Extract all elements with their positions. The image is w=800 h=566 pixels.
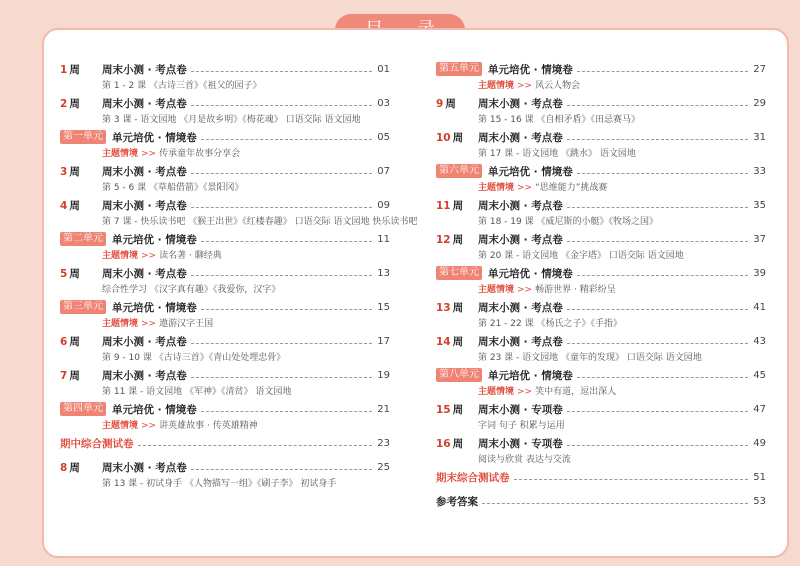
toc-entry[interactable]: [436, 332, 766, 366]
page-number: 49: [753, 437, 766, 449]
week-unit: 周: [452, 437, 464, 450]
week-number: 2: [60, 97, 68, 110]
toc-entry[interactable]: [436, 264, 766, 298]
week-label: [60, 164, 98, 179]
theme-arrow: >>: [517, 285, 533, 295]
entry-subtitle-text: 风云人物会: [535, 81, 581, 91]
entry-subtitle-text: 讲英雄故事 · 传英雄精神: [159, 421, 258, 431]
week-label: [436, 402, 474, 417]
theme-tag: 主题情境: [102, 251, 139, 261]
unit-badge: 第五单元: [436, 62, 482, 76]
entry-subtitle: [436, 78, 766, 94]
toc-entry-row[interactable]: [60, 458, 390, 476]
entry-spacer: [436, 510, 766, 516]
toc-entry-row[interactable]: [60, 230, 390, 248]
week-number: 1: [60, 63, 68, 76]
toc-entry[interactable]: [436, 492, 766, 516]
exam-title: 期中综合测试卷: [60, 437, 134, 450]
entry-title: 单元培优 · 情境卷: [488, 369, 573, 382]
week-unit: 周: [452, 131, 464, 144]
entry-title: 周末小测 · 专项卷: [478, 403, 563, 416]
week-label: [60, 368, 98, 383]
week-number: 8: [60, 461, 68, 474]
week-number: 13: [436, 301, 451, 314]
entry-subtitle: [436, 180, 766, 196]
dot-leader: [191, 105, 372, 106]
page-number: 39: [753, 267, 766, 279]
week-unit: 周: [452, 199, 464, 212]
page-number: 01: [377, 63, 390, 75]
toc-entry-row[interactable]: [436, 434, 766, 452]
toc-entry[interactable]: [436, 366, 766, 400]
toc-entry-row[interactable]: [60, 298, 390, 316]
week-number: 11: [436, 199, 451, 212]
entry-title: 周末小测 · 考点卷: [102, 165, 187, 178]
dot-leader: [201, 139, 372, 140]
entry-subtitle: [436, 248, 766, 264]
dot-leader: [191, 469, 372, 470]
theme-arrow: >>: [141, 149, 157, 159]
entry-subtitle: [60, 112, 390, 128]
entry-subtitle: [60, 418, 390, 434]
dot-leader: [191, 173, 372, 174]
week-label: [436, 232, 474, 247]
entry-subtitle: [60, 384, 390, 400]
entry-title: 周末小测 · 考点卷: [102, 267, 187, 280]
entry-subtitle-text: 第 15 - 16 课 《自相矛盾》《田忌赛马》: [478, 115, 640, 125]
dot-leader: [191, 377, 372, 378]
week-label: [60, 62, 98, 77]
theme-tag: 主题情境: [102, 149, 139, 159]
entry-title: 周末小测 · 考点卷: [478, 97, 563, 110]
toc-entry-row[interactable]: [60, 366, 390, 384]
toc-entry-row[interactable]: [60, 196, 390, 214]
week-label: [436, 436, 474, 451]
entry-subtitle-text: 第 3 课 - 语文园地 《月是故乡明》《梅花魂》 口语交际 语文园地: [102, 115, 361, 125]
dot-leader: [567, 309, 748, 310]
toc-entry-row[interactable]: [60, 94, 390, 112]
entry-subtitle-text: 第 11 课 - 语文园地 《军神》《清贫》 语文园地: [102, 387, 292, 397]
week-number: 10: [436, 131, 451, 144]
dot-leader: [567, 411, 748, 412]
entry-subtitle: [436, 282, 766, 298]
toc-entry-row[interactable]: [60, 332, 390, 350]
week-number: 9: [436, 97, 444, 110]
dot-leader: [201, 309, 372, 310]
toc-entry[interactable]: [60, 298, 390, 332]
week-label: [60, 198, 98, 213]
entry-subtitle-text: 第 21 - 22 课 《杨氏之子》《手指》: [478, 319, 622, 329]
entry-title: 周末小测 · 考点卷: [102, 461, 187, 474]
toc-entry-row[interactable]: [60, 434, 390, 452]
toc-entry-row[interactable]: [436, 298, 766, 316]
entry-title: 周末小测 · 考点卷: [478, 131, 563, 144]
toc-entry[interactable]: [60, 458, 390, 492]
entry-subtitle: [436, 146, 766, 162]
entry-subtitle: [436, 418, 766, 434]
dot-leader: [191, 275, 372, 276]
week-number: 6: [60, 335, 68, 348]
week-unit: 周: [452, 335, 464, 348]
page-number: 29: [753, 97, 766, 109]
toc-entry[interactable]: [60, 434, 390, 458]
entry-subtitle-text: 第 17 课 - 语文园地 《跳水》 语文园地: [478, 149, 636, 159]
theme-tag: 主题情境: [102, 421, 139, 431]
entry-subtitle-text: 第 13 课 - 初试身手 《人物描写一组》《刷子李》 初试身手: [102, 479, 337, 489]
entry-subtitle-text: 阅读与欣赏 表达与交流: [478, 455, 571, 465]
week-unit: 周: [445, 97, 456, 110]
week-unit: 周: [69, 165, 80, 178]
toc-entry[interactable]: [436, 230, 766, 264]
dot-leader: [577, 71, 748, 72]
dot-leader: [577, 275, 748, 276]
toc-entry[interactable]: [60, 60, 390, 94]
toc-entry-row[interactable]: [436, 230, 766, 248]
toc-entry-row[interactable]: [60, 128, 390, 146]
week-unit: 周: [69, 199, 80, 212]
week-label: [60, 334, 98, 349]
entry-title: 周末小测 · 考点卷: [102, 63, 187, 76]
week-number: 7: [60, 369, 68, 382]
toc-entry-row[interactable]: [60, 264, 390, 282]
dot-leader: [577, 173, 748, 174]
week-label: [60, 96, 98, 111]
page-number: 37: [753, 233, 766, 245]
entry-subtitle: [60, 248, 390, 264]
page-number: 45: [753, 369, 766, 381]
week-unit: 周: [452, 233, 464, 246]
toc-entry-row[interactable]: [436, 196, 766, 214]
week-number: 5: [60, 267, 68, 280]
theme-arrow: >>: [517, 81, 533, 91]
page-number: 51: [753, 471, 766, 483]
exam-title: 期末综合测试卷: [436, 471, 510, 484]
week-unit: 周: [452, 403, 464, 416]
dot-leader: [191, 207, 372, 208]
week-number: 3: [60, 165, 68, 178]
toc-entry-row[interactable]: [436, 264, 766, 282]
week-number: 16: [436, 437, 451, 450]
page-number: 31: [753, 131, 766, 143]
entry-subtitle-text: 读名著 · 聊经典: [159, 251, 222, 261]
week-unit: 周: [69, 369, 80, 382]
dot-leader: [567, 343, 748, 344]
entry-subtitle: [436, 112, 766, 128]
page-number: 11: [377, 233, 390, 245]
dot-leader: [191, 343, 372, 344]
entry-subtitle: [60, 476, 390, 492]
theme-tag: 主题情境: [478, 183, 515, 193]
entry-title: 周末小测 · 考点卷: [102, 369, 187, 382]
toc-entry[interactable]: [60, 332, 390, 366]
entry-subtitle: [60, 146, 390, 162]
dot-leader: [567, 241, 748, 242]
toc-entry[interactable]: [436, 468, 766, 492]
toc-entry-row[interactable]: [436, 492, 766, 510]
unit-badge: 第七单元: [436, 266, 482, 280]
page-number: 23: [377, 437, 390, 449]
entry-subtitle: [436, 384, 766, 400]
entry-title: 单元培优 · 情境卷: [112, 233, 197, 246]
entry-title: 周末小测 · 考点卷: [478, 199, 563, 212]
theme-arrow: >>: [141, 421, 157, 431]
entry-title: 周末小测 · 考点卷: [102, 335, 187, 348]
unit-badge: 第一单元: [60, 130, 106, 144]
week-unit: 周: [69, 63, 80, 76]
toc-entry[interactable]: [60, 128, 390, 162]
page-number: 43: [753, 335, 766, 347]
page-number: 47: [753, 403, 766, 415]
toc-entry[interactable]: [60, 196, 418, 230]
page-number: 53: [753, 495, 766, 507]
page-number: 05: [377, 131, 390, 143]
entry-subtitle-text: 第 20 课 - 语文园地 《金字塔》 口语交际 语文园地: [478, 251, 684, 261]
dot-leader: [482, 503, 748, 504]
toc-entry-row[interactable]: [436, 60, 766, 78]
toc-entry[interactable]: [60, 94, 390, 128]
dot-leader: [514, 479, 749, 480]
theme-tag: 主题情境: [478, 387, 515, 397]
answers-title: 参考答案: [436, 495, 478, 508]
week-label: [436, 130, 474, 145]
entry-title: 周末小测 · 考点卷: [102, 199, 187, 212]
entry-subtitle-text: 第 23 课 - 语文园地 《童年的发现》 口语交际 语文园地: [478, 353, 702, 363]
entry-subtitle: [60, 350, 390, 366]
toc-entry[interactable]: [436, 434, 766, 468]
toc-entry-row[interactable]: [436, 366, 766, 384]
entry-subtitle-text: 第 1 - 2 课 《古诗三首》《祖父的园子》: [102, 81, 262, 91]
entry-subtitle: [436, 214, 766, 230]
toc-entry[interactable]: [60, 230, 390, 264]
dot-leader: [201, 411, 372, 412]
week-number: 4: [60, 199, 68, 212]
page-number: 13: [377, 267, 390, 279]
toc-entry-row[interactable]: [436, 332, 766, 350]
entry-subtitle-text: 字词 句子 积累与运用: [478, 421, 565, 431]
unit-badge: 第三单元: [60, 300, 106, 314]
dot-leader: [567, 105, 748, 106]
entry-subtitle: [436, 316, 766, 332]
theme-tag: 主题情境: [478, 285, 515, 295]
entry-title: 周末小测 · 考点卷: [102, 97, 187, 110]
theme-arrow: >>: [517, 183, 533, 193]
theme-tag: 主题情境: [102, 319, 139, 329]
week-number: 14: [436, 335, 451, 348]
toc-entry-row[interactable]: [60, 400, 390, 418]
entry-subtitle: [60, 78, 390, 94]
week-label: [436, 334, 474, 349]
toc-entry[interactable]: [60, 162, 390, 196]
entry-subtitle-text: 第 7 课 - 快乐读书吧 《猴王出世》《红楼春趣》 口语交际 语文园地 快乐读书吧: [102, 217, 418, 227]
week-label: [60, 266, 98, 281]
theme-arrow: >>: [141, 251, 157, 261]
toc-entry[interactable]: [60, 400, 390, 434]
page-number: 25: [377, 461, 390, 473]
unit-badge: 第二单元: [60, 232, 106, 246]
page-number: 07: [377, 165, 390, 177]
week-label: [436, 300, 474, 315]
week-unit: 周: [69, 335, 80, 348]
toc-column-left: [60, 60, 418, 492]
entry-title: 周末小测 · 考点卷: [478, 335, 563, 348]
week-label: [60, 460, 98, 475]
toc-entry[interactable]: [436, 94, 766, 128]
entry-title: 单元培优 · 情境卷: [112, 403, 197, 416]
entry-subtitle: [60, 180, 390, 196]
entry-subtitle: [436, 452, 766, 468]
page-number: 33: [753, 165, 766, 177]
week-label: [436, 198, 474, 213]
dot-leader: [567, 445, 748, 446]
entry-subtitle: [60, 214, 418, 230]
entry-title: 周末小测 · 专项卷: [478, 437, 563, 450]
toc-entry[interactable]: [436, 400, 766, 434]
entry-subtitle-text: “思维能力”挑战赛: [535, 183, 608, 193]
entry-subtitle-text: 第 18 - 19 课 《威尼斯的小艇》《牧场之国》: [478, 217, 658, 227]
theme-arrow: >>: [141, 319, 157, 329]
week-unit: 周: [69, 461, 80, 474]
dot-leader: [138, 445, 373, 446]
entry-title: 单元培优 · 情境卷: [112, 301, 197, 314]
toc-entry[interactable]: [60, 264, 390, 298]
dot-leader: [567, 139, 748, 140]
toc-entry-row[interactable]: [436, 400, 766, 418]
toc-entry[interactable]: [436, 298, 766, 332]
week-number: 15: [436, 403, 451, 416]
toc-entry[interactable]: [436, 162, 766, 196]
page-number: 03: [377, 97, 390, 109]
week-unit: 周: [69, 267, 80, 280]
entry-subtitle-text: 遨游汉字王国: [159, 319, 214, 329]
week-unit: 周: [69, 97, 80, 110]
unit-badge: 第四单元: [60, 402, 106, 416]
dot-leader: [201, 241, 372, 242]
page-number: 09: [377, 199, 390, 211]
page-number: 21: [377, 403, 390, 415]
toc-entry-row[interactable]: [60, 60, 390, 78]
toc-entry-row[interactable]: [60, 162, 390, 180]
entry-subtitle-text: 畅游世界 · 精彩纷呈: [535, 285, 616, 295]
week-label: [436, 96, 474, 111]
entry-title: 单元培优 · 情境卷: [488, 267, 573, 280]
toc-entry[interactable]: [436, 128, 766, 162]
toc-entry[interactable]: [436, 60, 766, 94]
toc-entry-row[interactable]: [436, 468, 766, 486]
page-number: 35: [753, 199, 766, 211]
entry-title: 周末小测 · 考点卷: [478, 301, 563, 314]
theme-arrow: >>: [517, 387, 533, 397]
page-number: 15: [377, 301, 390, 313]
page-number: 19: [377, 369, 390, 381]
unit-badge: 第六单元: [436, 164, 482, 178]
entry-subtitle-text: 传承童年故事分享会: [159, 149, 241, 159]
page-number: 27: [753, 63, 766, 75]
dot-leader: [567, 207, 748, 208]
toc-entry-row[interactable]: [436, 162, 766, 180]
entry-subtitle-text: 笑中有道，逗出深人: [535, 387, 617, 397]
week-unit: 周: [452, 301, 464, 314]
entry-subtitle-text: 第 9 - 10 课 《古诗三首》《青山处处埋忠骨》: [102, 353, 286, 363]
toc-entry-row[interactable]: [436, 94, 766, 112]
entry-title: 单元培优 · 情境卷: [112, 131, 197, 144]
toc-entry[interactable]: [436, 196, 766, 230]
entry-title: 单元培优 · 情境卷: [488, 63, 573, 76]
page-number: 41: [753, 301, 766, 313]
week-number: 12: [436, 233, 451, 246]
page-number: 17: [377, 335, 390, 347]
toc-column-right: [436, 60, 766, 516]
entry-subtitle-text: 第 5 - 6 课 《草船借箭》《景阳冈》: [102, 183, 244, 193]
entry-subtitle-text: 综合性学习 《汉字真有趣》《我爱你，汉字》: [102, 285, 281, 295]
entry-subtitle: [60, 282, 390, 298]
theme-tag: 主题情境: [478, 81, 515, 91]
entry-title: 周末小测 · 考点卷: [478, 233, 563, 246]
unit-badge: 第八单元: [436, 368, 482, 382]
entry-subtitle: [436, 350, 766, 366]
dot-leader: [191, 71, 372, 72]
toc-entry[interactable]: [60, 366, 390, 400]
dot-leader: [577, 377, 748, 378]
entry-subtitle: [60, 316, 390, 332]
toc-entry-row[interactable]: [436, 128, 766, 146]
entry-title: 单元培优 · 情境卷: [488, 165, 573, 178]
